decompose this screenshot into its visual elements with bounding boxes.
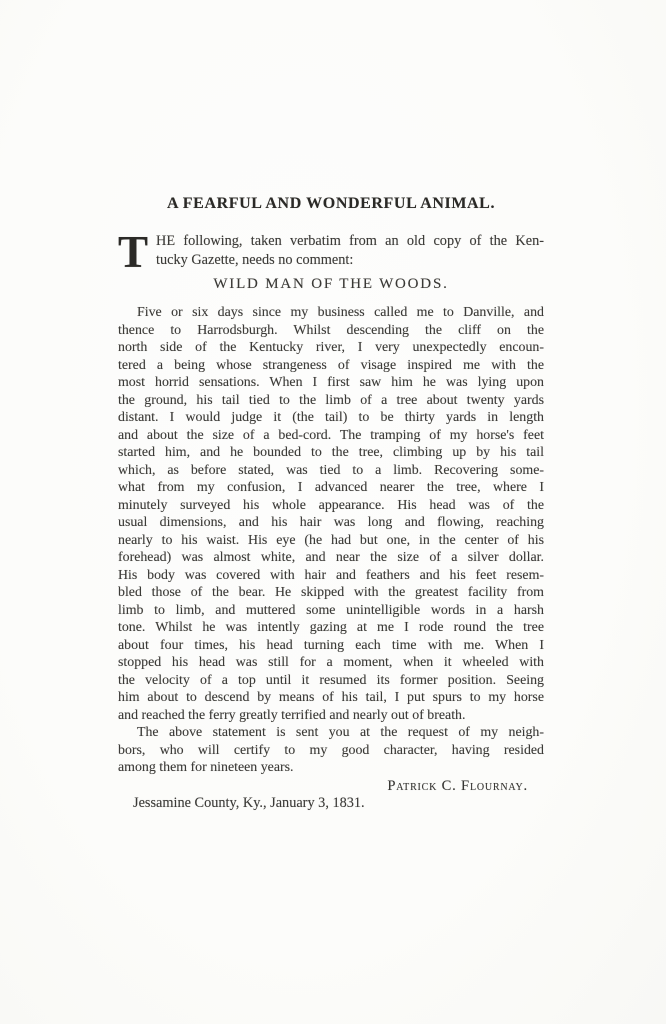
text-line: bled those of the bear. He skipped with the greatest facility from: [118, 585, 544, 600]
text-line: distant. I would judge it (the tail) to be thirty yards in length: [118, 410, 544, 425]
text-line: tucky Gazette, needs no comment:: [156, 252, 354, 268]
signature: Patrick C. Flournay.: [387, 777, 528, 794]
text-line: him about to descend by means of his tail, I put spurs to my horse: [118, 690, 544, 705]
text-line: bors, who will certify to my good character, having resided: [118, 742, 544, 758]
text-line: started him, and he bounded to the tree, climbing up by his tail: [118, 445, 544, 460]
section-heading: WILD MAN OF THE WOODS.: [213, 276, 449, 292]
text-line: His body was covered with hair and feathers and his feet resem-: [118, 567, 544, 583]
body-paragraph-1: [118, 304, 544, 724]
text-line: tone. Whilst he was intently gazing at me I rode round the tree: [118, 620, 544, 635]
text-line: minutely surveyed his whole appearance. His head was of the: [118, 497, 544, 513]
text-line: limb to limb, and muttered some unintelligible words in a harsh: [118, 602, 544, 618]
text-line: nearly to his waist. His eye (he had but one, in the center of his: [118, 532, 544, 548]
text-line: north side of the Kentucky river, I very unexpectedly encoun-: [118, 340, 544, 355]
page-title: A FEARFUL AND WONDERFUL ANIMAL.: [166, 195, 496, 212]
text-line: thence to Harrodsburgh. Whilst descending the cliff on the: [118, 322, 544, 338]
text-line: forehead) was almost white, and near the size of a silver dollar.: [118, 550, 544, 565]
intro-paragraph: [118, 227, 544, 277]
text-line: the ground, his tail tied to the limb of a tree about twenty yards: [118, 392, 544, 408]
text-line: and reached the ferry greatly terrified and nearly out of breath.: [118, 707, 466, 723]
text-line: Five or six days since my business called me to Danville, and: [137, 305, 544, 320]
text-line: stopped his head was still for a moment, when it wheeled with: [118, 655, 544, 670]
text-line: the velocity of a top until it resumed its former position. Seeing: [118, 672, 544, 688]
text-line: most horrid sensations. When I first saw him he was lying upon: [118, 375, 544, 390]
text-line: tered a being whose strangeness of visage inspired me with the: [118, 357, 544, 373]
text-line: The above statement is sent you at the request of my neigh-: [137, 725, 544, 740]
text-line: what from my confusion, I advanced nearer the tree, where I: [118, 480, 544, 495]
text-line: which, as before stated, was tied to a limb. Recovering some-: [118, 462, 544, 478]
body-paragraph-2: [118, 724, 544, 777]
text-line: and about the size of a bed-cord. The tramping of my horse's feet: [118, 427, 544, 443]
dateline: Jessamine County, Ky., January 3, 1831.: [133, 794, 365, 811]
text-column: [118, 196, 544, 812]
text-line: about four times, his head turning each time with me. When I: [118, 637, 544, 653]
text-line: usual dimensions, and his hair was long and flowing, reaching: [118, 515, 544, 530]
text-line: among them for nineteen years.: [118, 760, 294, 775]
text-line: HE following, taken verbatim from an old copy of the Ken-: [156, 233, 544, 249]
dropcap-letter: T: [118, 227, 149, 277]
